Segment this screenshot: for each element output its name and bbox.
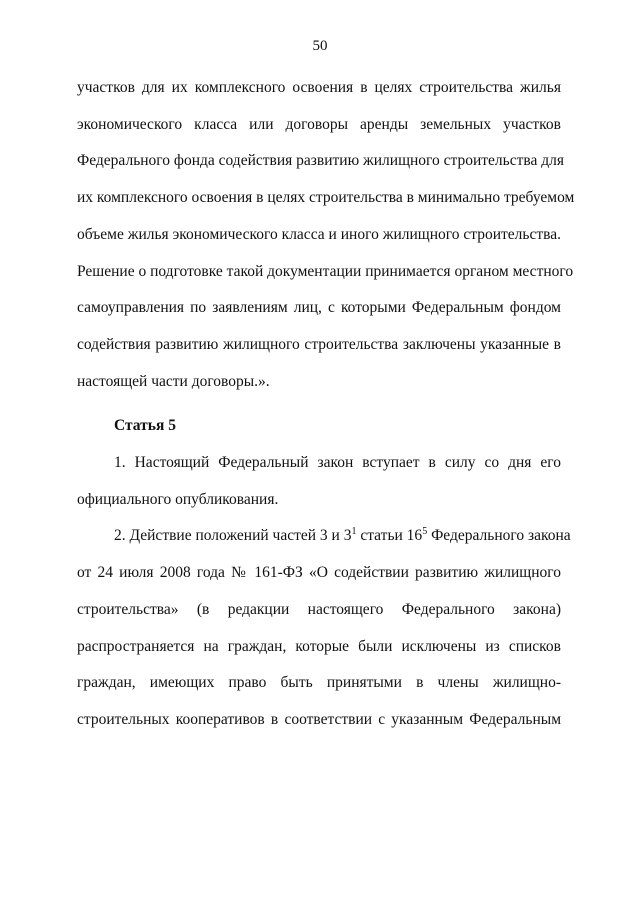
text-line: их комплексного освоения в целях строительства в минимально требуемом	[77, 189, 575, 207]
text-line: строительства» (в редакции настоящего Федерального закона)	[77, 600, 561, 618]
text-line: официального опубликования.	[77, 490, 279, 508]
page-number: 50	[312, 38, 328, 54]
document-body	[77, 70, 575, 739]
superscript: 5	[422, 526, 428, 538]
text-line: содействия развитию жилищного строительства заключены указанные в	[77, 335, 561, 353]
text-line: от 24 июля 2008 года № 161-ФЗ «О содействии развитию жилищного	[77, 564, 561, 582]
paragraph-continuation	[77, 70, 575, 400]
text-line	[77, 518, 571, 555]
superscript: 1	[351, 526, 357, 538]
text-line: строительных кооперативов в соответствии с указанным Федеральным	[77, 710, 561, 728]
text-line: Федерального фонда содействия развитию жилищного строительства для	[77, 152, 565, 170]
article-item-2	[77, 518, 571, 738]
text-line: Решение о подготовке такой документации принимается органом местного	[77, 262, 574, 280]
text-line: настоящей части договоры.».	[77, 372, 270, 390]
article-heading: Статья 5	[114, 417, 176, 435]
text-line: участков для их комплексного освоения в целях строительства жилья	[77, 79, 561, 96]
text-line: распространяется на граждан, которые были исключены из списков	[77, 637, 561, 655]
article-item-1	[77, 445, 561, 518]
text-line: граждан, имеющих право быть принятыми в члены жилищно-	[77, 674, 561, 692]
text-fragment: Федерального закона	[427, 527, 571, 545]
text-line: 1. Настоящий Федеральный закон вступает в силу со дня его	[114, 454, 561, 472]
text-line: экономического класса или договоры аренды земельных участков	[77, 115, 561, 133]
text-fragment: 2. Действие положений частей 3 и 3	[114, 527, 352, 545]
text-line: самоуправления по заявлениям лиц, с которыми Федеральным фондом	[77, 299, 561, 317]
text-fragment: статьи 16	[356, 527, 423, 545]
text-line: объеме жилья экономического класса и иного жилищного строительства.	[77, 225, 561, 243]
